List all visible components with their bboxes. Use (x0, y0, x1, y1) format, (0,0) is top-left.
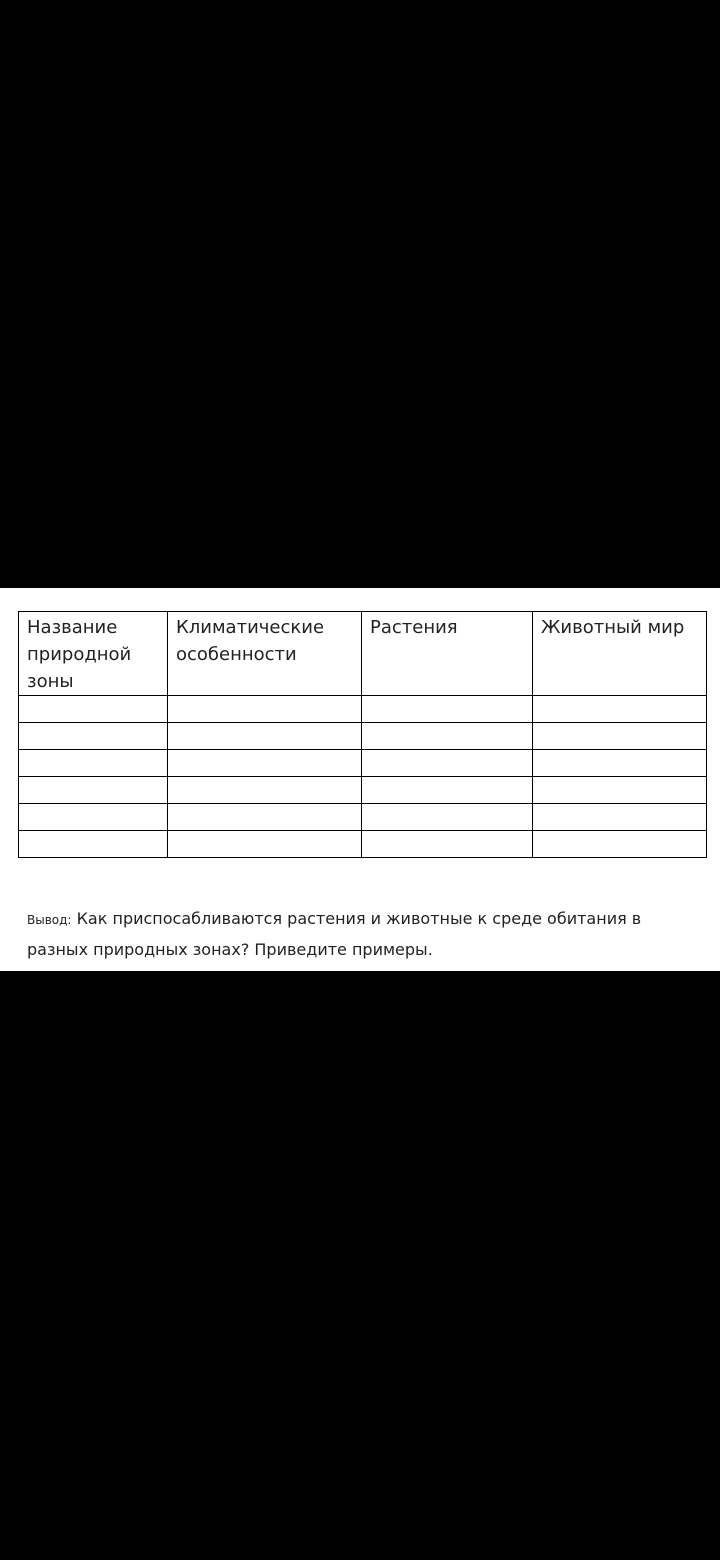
table-cell (168, 723, 362, 750)
table-cell (168, 750, 362, 777)
table-cell (533, 831, 707, 858)
table-cell (19, 777, 168, 804)
table-cell (533, 750, 707, 777)
table-cell (168, 777, 362, 804)
header-climate: Климатические особенности (168, 612, 362, 696)
table-cell (19, 804, 168, 831)
header-zone-name: Название природной зоны (19, 612, 168, 696)
table-row (19, 750, 707, 777)
table-cell (19, 750, 168, 777)
table-header-row (19, 612, 707, 696)
header-plants: Растения (362, 612, 533, 696)
table-cell (362, 696, 533, 723)
table-cell (168, 696, 362, 723)
table-row (19, 804, 707, 831)
table-body (19, 696, 707, 858)
conclusion-question: Как приспосабливаются растения и животные к среде обитания в разных природных зонах? Приведите примеры. (27, 909, 642, 959)
table-cell (362, 750, 533, 777)
table-row (19, 696, 707, 723)
table-cell (19, 723, 168, 750)
conclusion-label: Вывод: (27, 913, 72, 927)
table-cell (533, 696, 707, 723)
table-cell (533, 804, 707, 831)
table-cell (19, 696, 168, 723)
header-animals: Животный мир (533, 612, 707, 696)
table-row (19, 723, 707, 750)
table-cell (168, 804, 362, 831)
natural-zones-table (18, 611, 707, 858)
document-image (0, 588, 720, 971)
table-cell (362, 804, 533, 831)
conclusion-text (27, 904, 697, 964)
table-cell (533, 777, 707, 804)
table-cell (362, 723, 533, 750)
table-row (19, 777, 707, 804)
table-cell (362, 831, 533, 858)
table-cell (168, 831, 362, 858)
table-cell (533, 723, 707, 750)
table-cell (19, 831, 168, 858)
table-cell (362, 777, 533, 804)
table-row (19, 831, 707, 858)
